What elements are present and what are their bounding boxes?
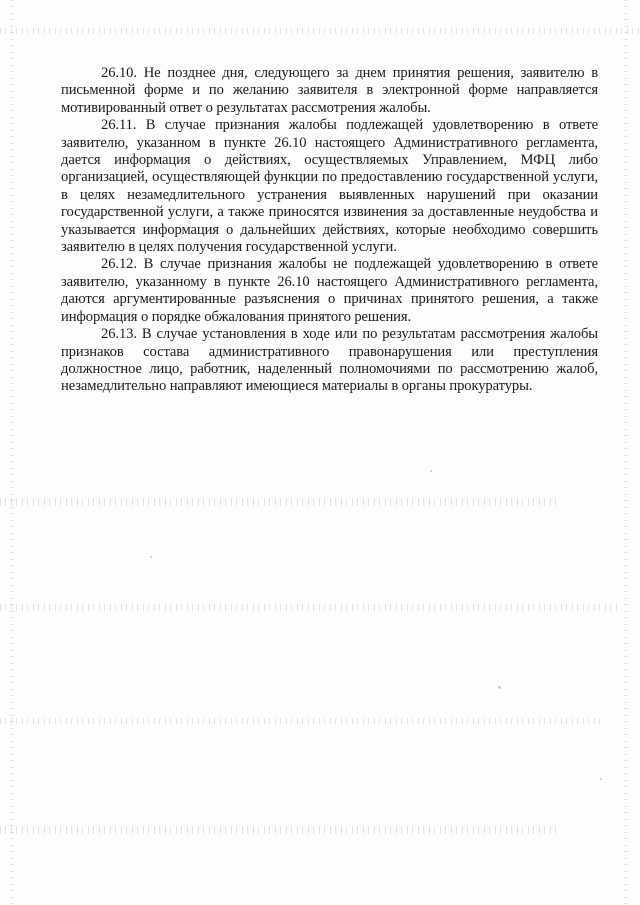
scan-speck (498, 686, 501, 689)
paragraph-26-13: 26.13. В случае установления в ходе или по результатам рассмотрения жалобы признаков состава административного правонарушения или преступления должностное лицо, работник, наделенный полномочиями по рассмотрению жалоб, незамедлительно направляют имеющиеся материалы в органы прокуратуры. (61, 326, 598, 395)
scan-noise (0, 498, 560, 506)
scan-speck (600, 778, 602, 780)
scan-speck (150, 556, 152, 558)
scan-noise (0, 718, 600, 724)
paragraph-26-10: 26.10. Не позднее дня, следующего за днем принятия решения, заявителю в письменной форме и по желанию заявителя в электронной форме направляется мотивированный ответ о результатах рассмотрения жалобы. (61, 65, 598, 116)
scan-noise (10, 0, 14, 905)
scan-noise (0, 28, 640, 34)
paragraph-26-12: 26.12. В случае признания жалобы не подлежащей удовлетворению в ответе заявителю, указанному в пункте 26.10 настоящего Административного регламента, даются аргументированные разъяснения о причинах принятого решения, а также информация о порядке обжалования принятого решения. (61, 256, 598, 325)
scan-noise (624, 0, 628, 905)
scan-speck (430, 470, 432, 472)
scan-noise (0, 826, 560, 834)
document-body (61, 65, 598, 396)
paragraph-26-11: 26.11. В случае признания жалобы подлежащей удовлетворению в ответе заявителю, указанном в пункте 26.10 настоящего Административного регламента, дается информация о действиях, осуществляемых Управлением, МФЦ либо организацией, осуществляющей функции по предоставлению государственной услуги, в целях незамедлительного устранения выявленных нарушений при оказании государственной услуги, а также приносятся извинения за доставленные неудобства и указывается информация о дальнейших действиях, которые необходимо совершить заявителю в целях получения государственной услуги. (61, 117, 598, 256)
scan-noise (0, 604, 620, 611)
